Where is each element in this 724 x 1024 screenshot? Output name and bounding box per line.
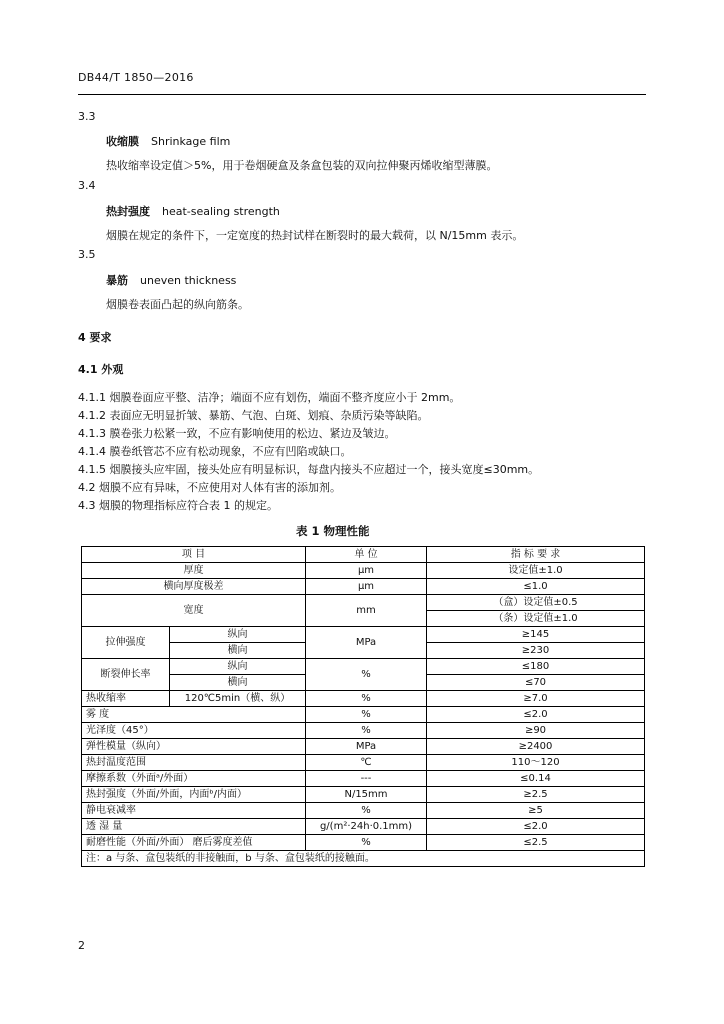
row-unit: MPa — [306, 627, 427, 659]
row-item: 光泽度（45°） — [82, 723, 306, 739]
row-unit: MPa — [306, 739, 427, 755]
clause-4-1-4: 4.1.4 膜卷纸管芯不应有松动现象，不应有凹陷或缺口。 — [78, 445, 352, 458]
row-spec: ≤70 — [427, 675, 645, 691]
row-spec: ≤1.0 — [427, 579, 645, 595]
row-item: 横向厚度极差 — [82, 579, 306, 595]
row-spec: 设定值±1.0 — [427, 563, 645, 579]
clause-4-1-2: 4.1.2 表面应无明显折皱、暴筋、气泡、白斑、划痕、杂质污染等缺陷。 — [78, 409, 429, 422]
table-row — [82, 563, 645, 579]
term-3-5-cn: 暴筋 — [106, 274, 128, 287]
row-spec: ≥5 — [427, 803, 645, 819]
row-item: 弹性模量（纵向） — [82, 739, 306, 755]
header-spec: 指 标 要 求 — [427, 547, 645, 563]
table-row — [82, 627, 645, 643]
row-spec: （盒）设定值±0.5 — [427, 595, 645, 611]
row-spec: ≤2.0 — [427, 819, 645, 835]
standard-code: DB44/T 1850—2016 — [78, 71, 194, 84]
table-row — [82, 755, 645, 771]
row-spec: ≤2.0 — [427, 707, 645, 723]
header-rule — [78, 94, 646, 95]
row-item: 宽度 — [82, 595, 306, 627]
term-3-3-en: Shrinkage film — [151, 135, 231, 148]
definition-3-3: 热收缩率设定值＞5%，用于卷烟硬盒及条盒包装的双向拉伸聚丙烯收缩型薄膜。 — [106, 159, 498, 172]
row-spec: ≥2400 — [427, 739, 645, 755]
row-subitem: 纵向 — [170, 659, 306, 675]
table-row — [82, 579, 645, 595]
term-3-3-cn: 收缩膜 — [106, 135, 139, 148]
row-unit: --- — [306, 771, 427, 787]
table-row — [82, 803, 645, 819]
row-spec: ≥90 — [427, 723, 645, 739]
row-item: 耐磨性能（外面/外面） 磨后雾度差值 — [82, 835, 306, 851]
row-spec: ≥145 — [427, 627, 645, 643]
row-unit: % — [306, 803, 427, 819]
row-unit: ℃ — [306, 755, 427, 771]
clause-4-1-3: 4.1.3 膜卷张力松紧一致，不应有影响使用的松边、紧边及皱边。 — [78, 427, 396, 440]
definition-3-4: 烟膜在规定的条件下，一定宽度的热封试样在断裂时的最大载荷，以 N/15mm 表示。 — [106, 229, 524, 242]
row-item: 断裂伸长率 — [82, 659, 170, 691]
row-spec: ≥7.0 — [427, 691, 645, 707]
table-row — [82, 691, 645, 707]
section-4-heading: 4 要求 — [78, 331, 112, 344]
term-3-5-en: uneven thickness — [140, 274, 237, 287]
table-row — [82, 595, 645, 611]
row-item: 厚度 — [82, 563, 306, 579]
row-subitem: 横向 — [170, 643, 306, 659]
row-spec: （条）设定值±1.0 — [427, 611, 645, 627]
clause-4-1-5: 4.1.5 烟膜接头应牢固，接头处应有明显标识，每盘内接头不应超过一个，接头宽度≤30mm。 — [78, 463, 540, 476]
section-4-1-heading: 4.1 外观 — [78, 363, 124, 376]
row-spec: ≥230 — [427, 643, 645, 659]
row-item: 雾 度 — [82, 707, 306, 723]
row-spec: ≤2.5 — [427, 835, 645, 851]
table-row — [82, 659, 645, 675]
row-spec: 110～120 — [427, 755, 645, 771]
row-spec: ≤0.14 — [427, 771, 645, 787]
row-unit: μm — [306, 563, 427, 579]
clause-4-2: 4.2 烟膜不应有异味，不应使用对人体有害的添加剂。 — [78, 481, 341, 494]
term-3-4 — [106, 203, 280, 219]
term-3-3 — [106, 133, 230, 149]
table-row — [82, 723, 645, 739]
row-item: 透 湿 量 — [82, 819, 306, 835]
row-item: 热收缩率 — [82, 691, 170, 707]
table-row — [82, 707, 645, 723]
row-item: 热封强度（外面/外面，内面ᵇ/内面） — [82, 787, 306, 803]
table-header-row — [82, 547, 645, 563]
clause-4-3: 4.3 烟膜的物理指标应符合表 1 的规定。 — [78, 499, 278, 512]
row-unit: mm — [306, 595, 427, 627]
term-3-4-cn: 热封强度 — [106, 205, 150, 218]
row-unit: g/(m²·24h·0.1mm) — [306, 819, 427, 835]
row-subitem: 120℃5min（横、纵） — [170, 691, 306, 707]
row-subitem: 横向 — [170, 675, 306, 691]
header-item: 项 目 — [82, 547, 306, 563]
table-row — [82, 835, 645, 851]
header-unit: 单 位 — [306, 547, 427, 563]
section-3-4-number: 3.4 — [78, 179, 96, 192]
table-row — [82, 819, 645, 835]
table-row — [82, 739, 645, 755]
row-unit: % — [306, 835, 427, 851]
row-subitem: 纵向 — [170, 627, 306, 643]
section-3-5-number: 3.5 — [78, 248, 96, 261]
row-unit: % — [306, 659, 427, 691]
row-spec: ≤180 — [427, 659, 645, 675]
row-unit: N/15mm — [306, 787, 427, 803]
physical-properties-table — [81, 546, 645, 867]
row-item: 静电衰减率 — [82, 803, 306, 819]
table-note-row — [82, 851, 645, 867]
table-row — [82, 771, 645, 787]
row-unit: % — [306, 723, 427, 739]
definition-3-5: 烟膜卷表面凸起的纵向筋条。 — [106, 298, 249, 311]
section-3-3-number: 3.3 — [78, 110, 96, 123]
row-unit: % — [306, 707, 427, 723]
page-number: 2 — [78, 939, 85, 952]
table-row — [82, 787, 645, 803]
term-3-4-en: heat-sealing strength — [162, 205, 280, 218]
row-item: 热封温度范围 — [82, 755, 306, 771]
row-unit: μm — [306, 579, 427, 595]
table-note: 注：a 与条、盒包装纸的非接触面，b 与条、盒包装纸的接触面。 — [82, 851, 645, 867]
clause-4-1-1: 4.1.1 烟膜卷面应平整、洁净；端面不应有划伤，端面不整齐度应小于 2mm。 — [78, 391, 461, 404]
row-unit: % — [306, 691, 427, 707]
row-spec: ≥2.5 — [427, 787, 645, 803]
term-3-5 — [106, 272, 236, 288]
row-item: 摩擦系数（外面ᵃ/外面） — [82, 771, 306, 787]
table-caption: 表 1 物理性能 — [296, 524, 370, 538]
row-item: 拉伸强度 — [82, 627, 170, 659]
